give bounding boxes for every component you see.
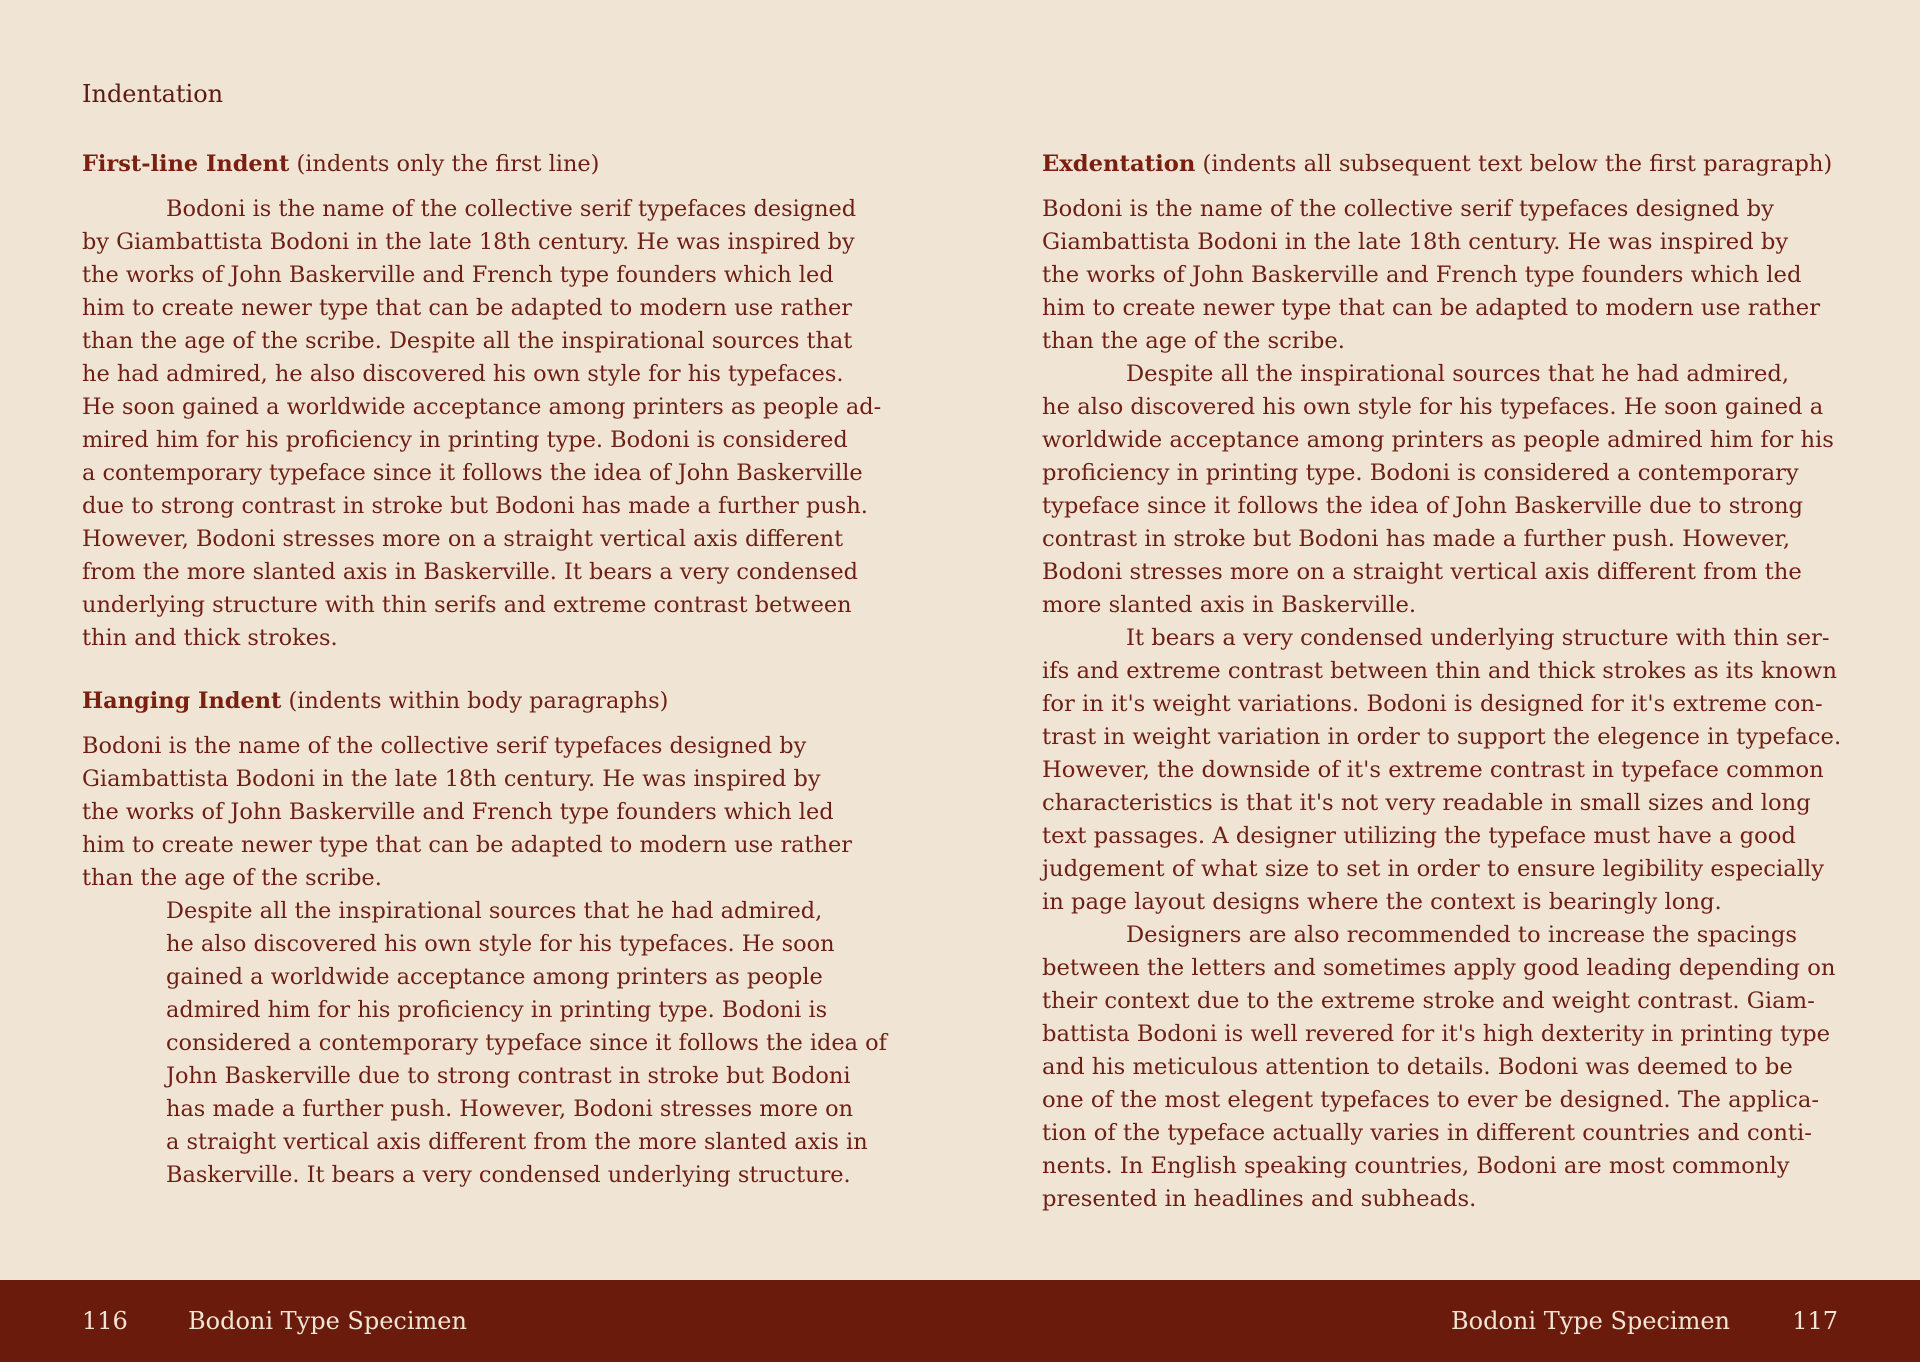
- text-line: by Giambattista Bodoni in the late 18th century. He was inspired by: [82, 229, 855, 255]
- text-line: and his meticulous attention to details. Bodoni was deemed to be: [1042, 1054, 1793, 1080]
- hanging-indent-paragraph: [82, 730, 887, 1192]
- text-line: Giambattista Bodoni in the late 18th century. He was inspired by: [1042, 229, 1789, 255]
- text-line: Bodoni is the name of the collective serif typefaces designed by: [1042, 196, 1774, 222]
- text-line: for in it's weight variations. Bodoni is designed for it's extreme con-: [1042, 691, 1823, 717]
- spread-title: Indentation: [82, 80, 224, 108]
- left-column: [82, 148, 887, 1192]
- text-line: Despite all the inspirational sources that he had admired,: [1126, 361, 1790, 387]
- text-line: proficiency in printing type. Bodoni is considered a contemporary: [1042, 460, 1799, 486]
- left-page-number: 116: [82, 1307, 128, 1335]
- text-line: underlying structure with thin serifs and extreme contrast between: [82, 592, 852, 618]
- text-line: John Baskerville due to strong contrast in stroke but Bodoni: [166, 1063, 851, 1089]
- text-line: in page layout designs where the context is bearingly long.: [1042, 889, 1722, 915]
- exdentation-paragraphs: [1042, 193, 1842, 1216]
- footer-band: [0, 1280, 1920, 1362]
- first-line-indent-paragraph: [82, 193, 882, 655]
- first-line-indent-heading: [82, 148, 882, 181]
- text-line: due to strong contrast in stroke but Bodoni has made a further push.: [82, 493, 868, 519]
- text-line: him to create newer type that can be adapted to modern use rather: [1042, 295, 1821, 321]
- exdentation-description: (indents all subsequent text below the first paragraph): [1195, 151, 1833, 177]
- exdentation-term: Exdentation: [1042, 151, 1196, 177]
- section-spacer: [82, 655, 882, 685]
- text-line: Despite all the inspirational sources that he had admired,: [166, 898, 823, 924]
- text-line: has made a further push. However, Bodoni stresses more on: [166, 1096, 854, 1122]
- text-line: text passages. A designer utilizing the typeface must have a good: [1042, 823, 1796, 849]
- text-line: Bodoni is the name of the collective serif typefaces designed by: [82, 733, 807, 759]
- exdentation-heading: [1042, 148, 1842, 181]
- text-line: He soon gained a worldwide acceptance among printers as people ad-: [82, 394, 882, 420]
- text-line: he had admired, he also discovered his own style for his typefaces.: [82, 361, 844, 387]
- text-line: between the letters and sometimes apply good leading depending on: [1042, 955, 1836, 981]
- text-line: their context due to the extreme stroke and weight contrast. Giam-: [1042, 988, 1815, 1014]
- text-line: than the age of the scribe. Despite all the inspirational sources that: [82, 328, 853, 354]
- text-line: typeface since it follows the idea of John Baskerville due to strong: [1042, 493, 1804, 519]
- text-line: more slanted axis in Baskerville.: [1042, 592, 1417, 618]
- text-line: him to create newer type that can be adapted to modern use rather: [82, 295, 852, 321]
- text-line: Bodoni stresses more on a straight vertical axis different from the: [1042, 559, 1802, 585]
- text-line: Designers are also recommended to increase the spacings: [1126, 922, 1797, 948]
- text-line: tion of the typeface actually varies in different countries and conti-: [1042, 1120, 1812, 1146]
- text-line: the works of John Baskerville and French type founders which led: [82, 262, 834, 288]
- text-line: gained a worldwide acceptance among printers as people: [166, 964, 823, 990]
- text-line: than the age of the scribe.: [82, 865, 382, 891]
- text-line: thin and thick strokes.: [82, 625, 338, 651]
- text-line: trast in weight variation in order to support the elegence in typeface.: [1042, 724, 1842, 750]
- text-line: him to create newer type that can be adapted to modern use rather: [82, 832, 852, 858]
- text-line: nents. In English speaking countries, Bodoni are most commonly: [1042, 1153, 1790, 1179]
- left-running-title: Bodoni Type Specimen: [188, 1307, 467, 1335]
- text-line: It bears a very condensed underlying structure with thin ser-: [1126, 625, 1830, 651]
- hanging-indent-description: (indents within body paragraphs): [281, 688, 669, 714]
- text-line: contrast in stroke but Bodoni has made a further push. However,: [1042, 526, 1791, 552]
- text-line: worldwide acceptance among printers as people admired him for his: [1042, 427, 1834, 453]
- text-line: Baskerville. It bears a very condensed underlying structure.: [166, 1162, 851, 1188]
- text-line: However, the downside of it's extreme contrast in typeface common: [1042, 757, 1824, 783]
- text-line: a contemporary typeface since it follows the idea of John Baskerville: [82, 460, 863, 486]
- text-line: Bodoni is the name of the collective serif typefaces designed: [166, 196, 857, 222]
- text-line: admired him for his proficiency in printing type. Bodoni is: [166, 997, 828, 1023]
- text-line: ifs and extreme contrast between thin and thick strokes as its known: [1042, 658, 1837, 684]
- text-line: presented in headlines and subheads.: [1042, 1186, 1477, 1212]
- text-line: a straight vertical axis different from the more slanted axis in: [166, 1129, 868, 1155]
- hanging-indent-heading: [82, 685, 882, 718]
- text-line: Giambattista Bodoni in the late 18th century. He was inspired by: [82, 766, 821, 792]
- text-line: However, Bodoni stresses more on a straight vertical axis different: [82, 526, 844, 552]
- right-column: [1042, 148, 1842, 1216]
- text-line: mired him for his proficiency in printing type. Bodoni is considered: [82, 427, 848, 453]
- text-line: the works of John Baskerville and French type founders which led: [1042, 262, 1802, 288]
- text-line: than the age of the scribe.: [1042, 328, 1345, 354]
- text-line: the works of John Baskerville and French type founders which led: [82, 799, 834, 825]
- text-line: considered a contemporary typeface since it follows the idea of: [166, 1030, 887, 1056]
- text-line: he also discovered his own style for his typefaces. He soon gained a: [1042, 394, 1824, 420]
- first-line-indent-description: (indents only the first line): [289, 151, 600, 177]
- first-line-indent-term: First-line Indent: [82, 151, 290, 177]
- text-line: characteristics is that it's not very readable in small sizes and long: [1042, 790, 1811, 816]
- text-line: battista Bodoni is well revered for it's high dexterity in printing type: [1042, 1021, 1830, 1047]
- text-line: he also discovered his own style for his typefaces. He soon: [166, 931, 835, 957]
- text-line: one of the most elegent typefaces to ever be designed. The applica-: [1042, 1087, 1820, 1113]
- right-running-title: Bodoni Type Specimen: [1451, 1307, 1730, 1335]
- right-page-number: 117: [1792, 1307, 1838, 1335]
- hanging-indent-term: Hanging Indent: [82, 688, 282, 714]
- text-line: from the more slanted axis in Baskerville. It bears a very condensed: [82, 559, 859, 585]
- text-line: judgement of what size to set in order to ensure legibility especially: [1042, 856, 1825, 882]
